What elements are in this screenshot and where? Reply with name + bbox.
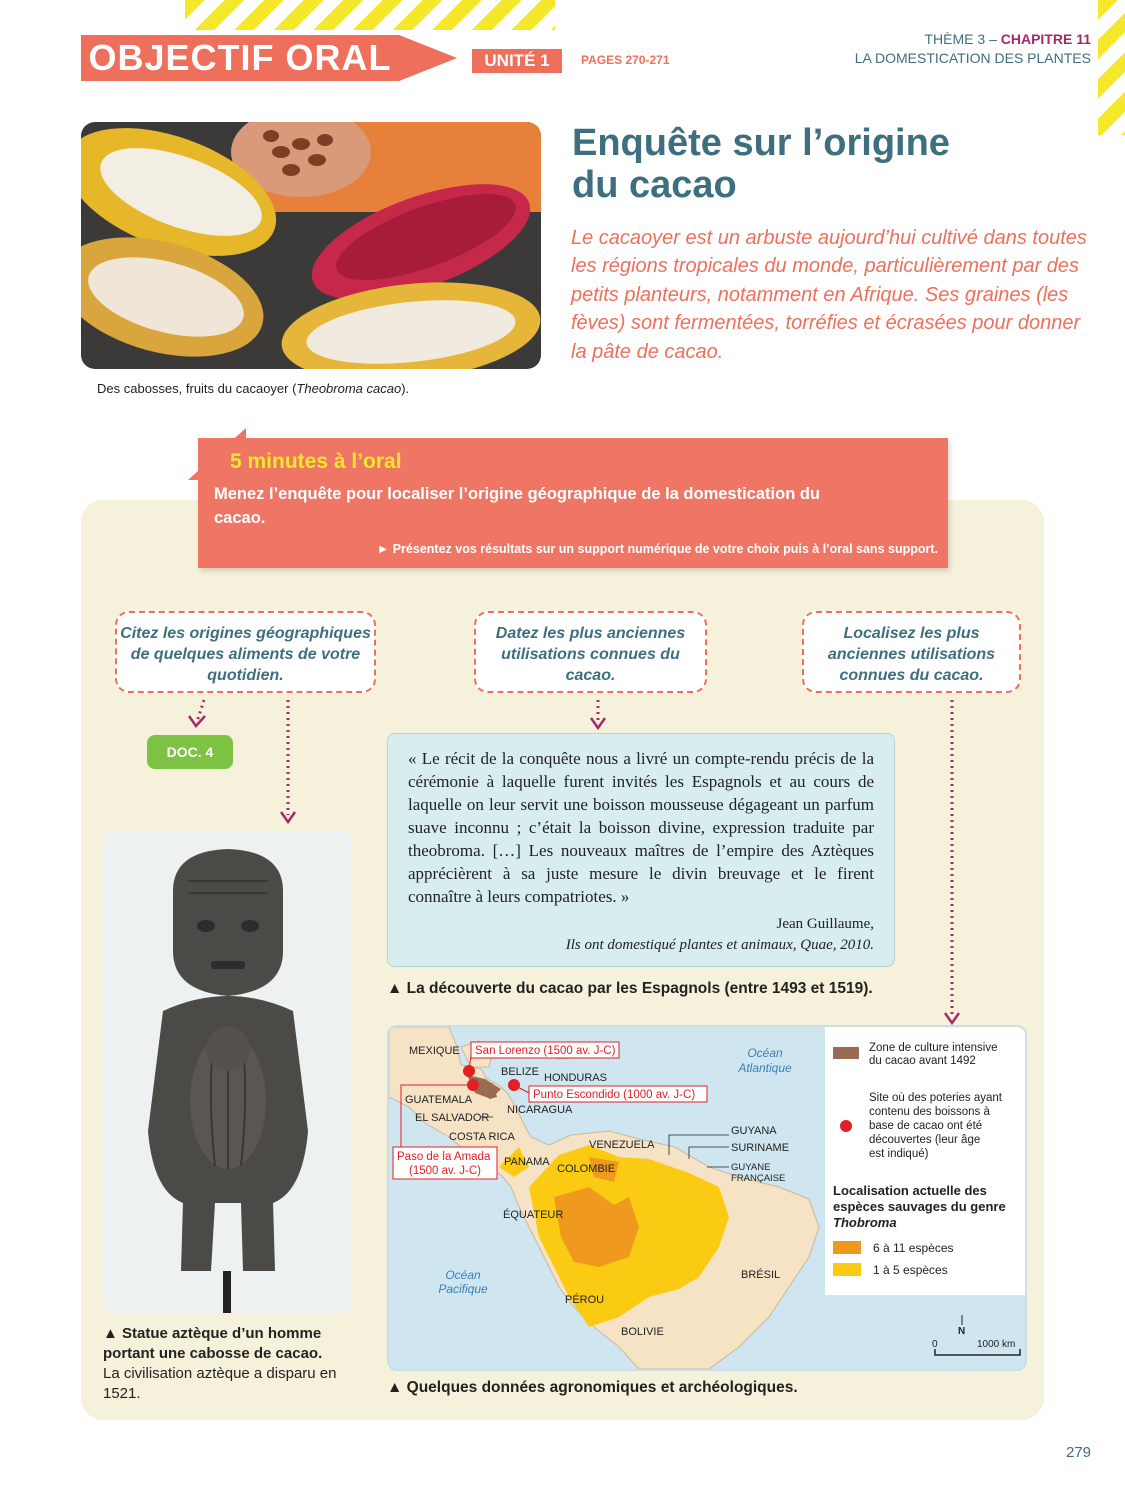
oral-heading: 5 minutes à l’oral <box>230 450 402 473</box>
legend-species-line1: Localisation actuelle des <box>833 1183 987 1198</box>
title-line-1: Enquête sur l’origine <box>572 122 950 164</box>
quote-source: Ils ont domestiqué plantes et animaux, Quae, 2010. <box>565 937 874 953</box>
legend-high-label: 6 à 11 espèces <box>873 1241 954 1255</box>
label-panama: PANAMA <box>504 1156 550 1168</box>
quote-caption: ▲ La découverte du cacao par les Espagnols (entre 1493 et 1519). <box>387 980 873 997</box>
legend-site-line1: Site où des poteries ayant <box>869 1092 1002 1104</box>
statue-caption-text: La civilisation aztèque a disparu en 1521. <box>103 1365 337 1402</box>
legend-site-line2: contenu des boissons à <box>869 1106 990 1118</box>
label-belize: BELIZE <box>501 1066 539 1078</box>
label-ocean-atlantique-1: Océan <box>747 1046 783 1060</box>
label-ocean-atlantique-2: Atlantique <box>738 1061 792 1075</box>
theme-label: THÈME 3 – <box>924 31 997 47</box>
pages-ref: PAGES 270-271 <box>581 53 670 67</box>
scale-label: 1000 km <box>977 1339 1016 1350</box>
label-punto-escondido: Punto Escondido (1000 av. J-C) <box>533 1089 696 1101</box>
photo-caption-text: Des cabosses, fruits du cacaoyer ( <box>97 381 297 396</box>
label-mexique: MEXIQUE <box>409 1045 460 1057</box>
label-guatemala: GUATEMALA <box>405 1094 473 1106</box>
statue-caption-title: ▲ Statue aztèque d’un homme portant une cabosse de cacao. <box>103 1325 323 1362</box>
scale-zero: 0 <box>932 1339 938 1350</box>
title-line-2: du cacao <box>572 164 737 206</box>
chapter-label: CHAPITRE 11 <box>1000 31 1091 47</box>
legend-zone-swatch <box>833 1047 859 1059</box>
label-ocean-pacifique-2: Pacifique <box>438 1282 488 1296</box>
label-ocean-pacifique-1: Océan <box>445 1268 481 1282</box>
question-locate: Localisez les plus anciennes utilisations connues du cacao. <box>802 611 1021 693</box>
doc-4-badge[interactable]: DOC. 4 <box>147 735 233 769</box>
label-san-lorenzo: San Lorenzo (1500 av. J-C) <box>475 1045 616 1057</box>
oral-subtask: ► Présentez vos résultats sur un support numérique de votre choix puis à l’oral sans support. <box>376 542 938 556</box>
question-dates: Datez les plus anciennes utilisations connues du cacao. <box>474 611 707 693</box>
intro-text: Le cacaoyer est un arbuste aujourd’hui cultivé dans toutes les régions tropicales du monde, particulièrement par des petits planteurs, notamment en Afrique. Ses graines (les fèves) sont fermentées, torréfies et écrasées pour donner la pâte de cacao. <box>571 227 1087 363</box>
legend-low-swatch <box>833 1263 861 1276</box>
legend-site-line5: est indiqué) <box>869 1148 929 1160</box>
label-suriname: SURINAME <box>731 1142 790 1154</box>
quote-box <box>387 733 895 967</box>
label-nicaragua: NICARAGUA <box>507 1104 573 1116</box>
map-caption: ▲ Quelques données agronomiques et archéologiques. <box>387 1379 798 1396</box>
legend-site-line3: base de cacao ont été <box>869 1120 983 1132</box>
legend-site-dot <box>840 1120 852 1132</box>
label-honduras: HONDURAS <box>544 1072 607 1084</box>
legend-low-label: 1 à 5 espèces <box>873 1263 948 1277</box>
label-bresil: BRÉSIL <box>741 1269 781 1281</box>
aztec-statue-photo <box>103 831 352 1313</box>
quote-text: « Le récit de la conquête nous a livré un compte-rendu précis de la cérémonie à laquelle furent invités les Espagnols et au cours de laquelle on leur servit une boisson mousseuse dégageant un parfum suave inconnu ; c’était la boisson divine, expression traduite par theobroma. […] Les nouveaux maîtres de l’empire des Aztèques apprécièrent à sa juste mesure le divin breuvage et le firent connaître à leurs compatriotes. » <box>408 749 874 906</box>
cacao-map <box>387 1025 1027 1371</box>
question-origins: Citez les origines géographiques de quelques aliments de votre quotidien. <box>115 611 376 693</box>
legend-zone-line2: du cacao avant 1492 <box>869 1055 976 1067</box>
statue-caption <box>103 1324 363 1404</box>
label-francaise: FRANÇAISE <box>731 1173 786 1184</box>
quote-author: Jean Guillaume, <box>776 916 874 932</box>
legend-species-line2: espèces sauvages du genre <box>833 1199 1006 1214</box>
label-perou: PÉROU <box>565 1294 605 1306</box>
label-el-salvador: EL SALVADOR <box>415 1112 490 1124</box>
north-label: N <box>958 1326 966 1337</box>
label-colombie: COLOMBIE <box>557 1163 616 1175</box>
legend-high-swatch <box>833 1241 861 1254</box>
label-venezuela: VENEZUELA <box>589 1139 655 1151</box>
photo-caption-species: Theobroma cacao <box>296 381 402 396</box>
chapter-title: LA DOMESTICATION DES PLANTES <box>854 50 1091 66</box>
legend-species-genus: Thobroma <box>833 1215 897 1230</box>
oral-task: Menez l’enquête pour localiser l’origine géographique de la domestication du cacao. <box>214 485 821 527</box>
label-costa-rica: COSTA RICA <box>449 1131 515 1143</box>
legend-zone-line1: Zone de culture intensive <box>869 1042 998 1054</box>
label-paso-amada: Paso de la Amada <box>397 1151 491 1163</box>
label-guyana: GUYANA <box>731 1125 777 1137</box>
page-number: 279 <box>1066 1444 1092 1461</box>
label-paso-amada-date: (1500 av. J-C) <box>409 1165 482 1177</box>
unite-badge: UNITÉ 1 <box>472 49 562 73</box>
objectif-oral-banner: OBJECTIF ORAL <box>81 35 399 81</box>
label-equateur: ÉQUATEUR <box>503 1209 564 1221</box>
photo-caption-end: ). <box>401 381 410 396</box>
label-guyane: GUYANE <box>731 1162 771 1173</box>
label-bolivie: BOLIVIE <box>621 1326 664 1338</box>
legend-site-line4: découvertes (leur âge <box>869 1134 981 1146</box>
